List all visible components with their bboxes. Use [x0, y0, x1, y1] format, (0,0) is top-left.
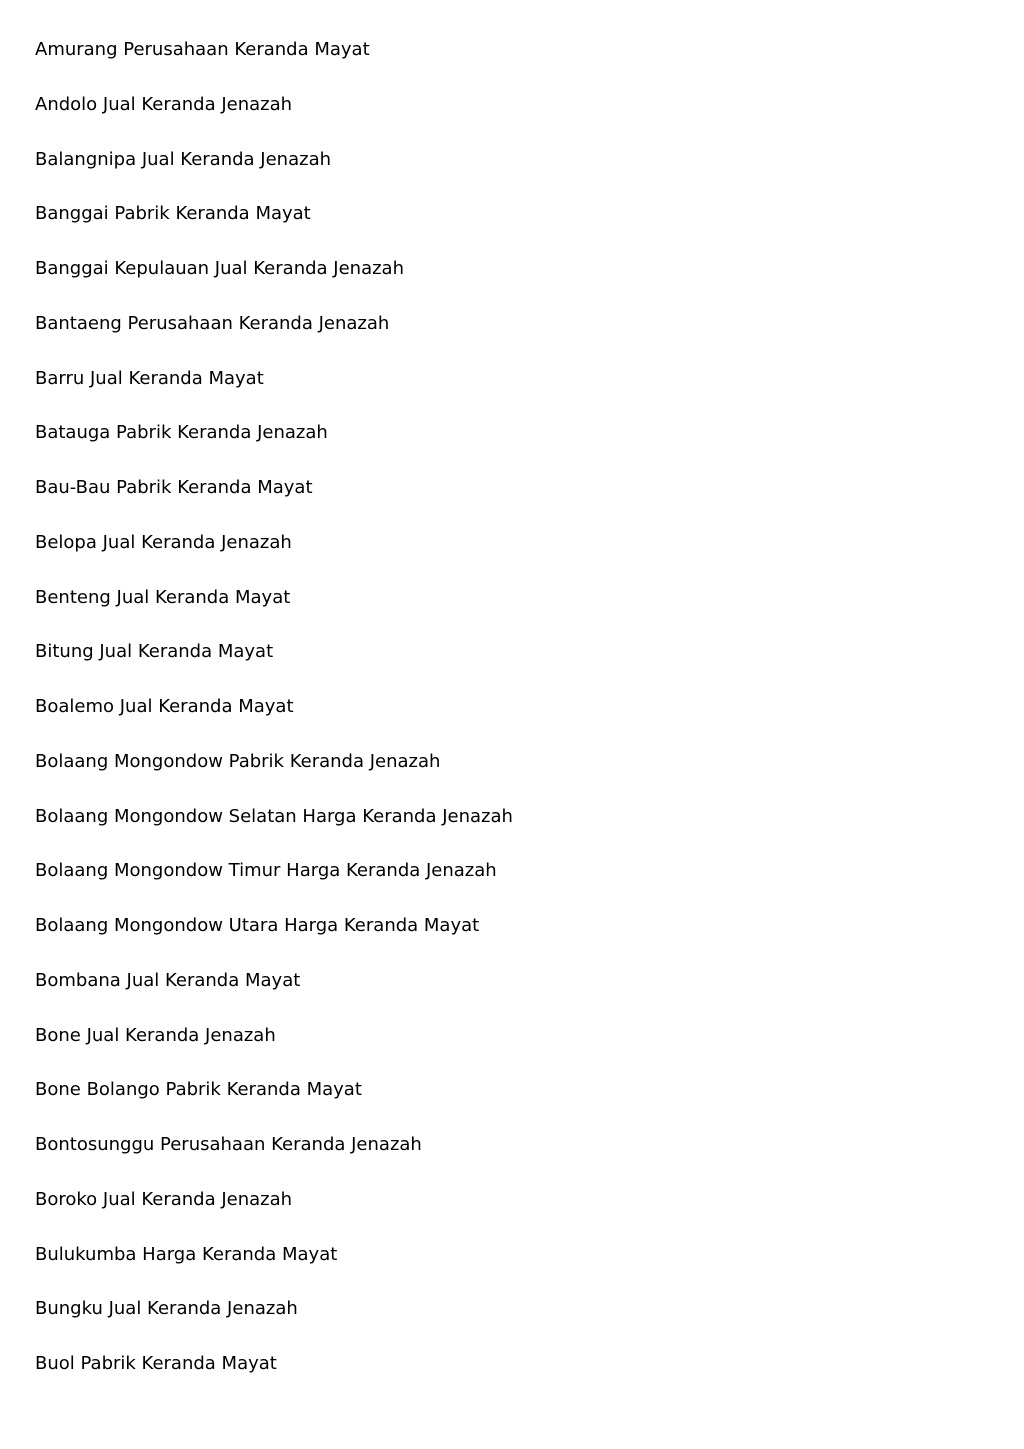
list-item: Amurang Perusahaan Keranda Mayat — [35, 39, 370, 60]
list-item: Bantaeng Perusahaan Keranda Jenazah — [35, 312, 390, 334]
list-item: Bolaang Mongondow Timur Harga Keranda Jenazah — [35, 860, 497, 882]
list-item: Bungku Jual Keranda Jenazah — [35, 1298, 298, 1320]
list-item: Boroko Jual Keranda Jenazah — [35, 1188, 293, 1210]
list-item: Bone Jual Keranda Jenazah — [35, 1024, 276, 1046]
location-list — [35, 36, 513, 1405]
list-item: Bontosunggu Perusahaan Keranda Jenazah — [35, 1134, 422, 1155]
list-item: Balangnipa Jual Keranda Jenazah — [35, 148, 332, 170]
list-item: Bitung Jual Keranda Mayat — [35, 641, 274, 663]
list-item: Bau-Bau Pabrik Keranda Mayat — [35, 477, 313, 498]
list-item: Batauga Pabrik Keranda Jenazah — [35, 422, 328, 444]
list-item: Bolaang Mongondow Utara Harga Keranda Mayat — [35, 915, 480, 936]
list-item: Banggai Pabrik Keranda Mayat — [35, 203, 311, 225]
list-item: Bombana Jual Keranda Mayat — [35, 969, 301, 991]
list-item: Bolaang Mongondow Selatan Harga Keranda Jenazah — [35, 805, 513, 827]
list-item: Barru Jual Keranda Mayat — [35, 367, 264, 389]
list-item: Boalemo Jual Keranda Mayat — [35, 696, 294, 717]
list-item: Benteng Jual Keranda Mayat — [35, 586, 291, 608]
list-item: Andolo Jual Keranda Jenazah — [35, 93, 293, 115]
list-item: Bolaang Mongondow Pabrik Keranda Jenazah — [35, 750, 441, 772]
list-item: Bone Bolango Pabrik Keranda Mayat — [35, 1079, 362, 1101]
list-item: Banggai Kepulauan Jual Keranda Jenazah — [35, 258, 404, 279]
list-item: Belopa Jual Keranda Jenazah — [35, 531, 292, 553]
list-item: Bulukumba Harga Keranda Mayat — [35, 1243, 338, 1265]
list-item: Buol Pabrik Keranda Mayat — [35, 1353, 277, 1374]
